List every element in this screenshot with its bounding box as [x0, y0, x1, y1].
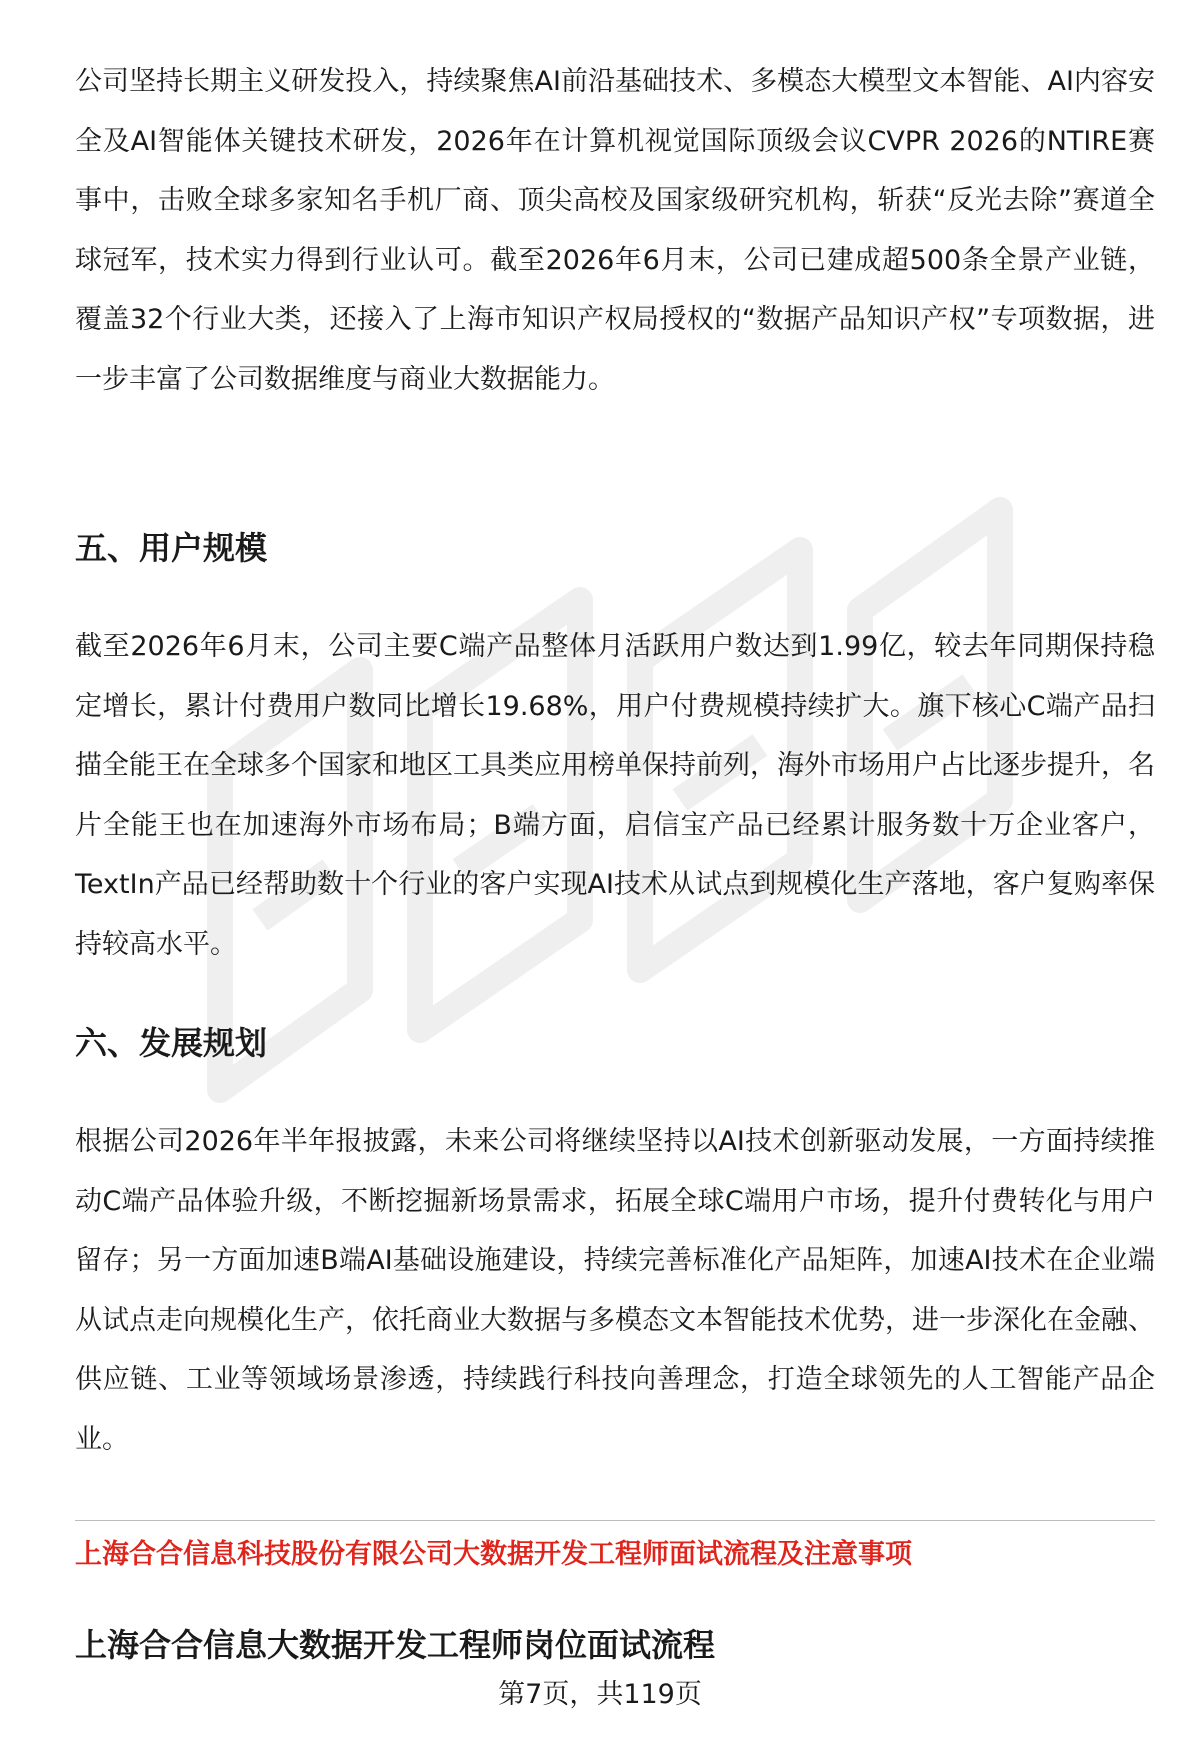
interview-process-title: 上海合合信息大数据开发工程师岗位面试流程 [75, 1626, 716, 1664]
user-scale-paragraph: 截至2026年6月末，公司主要C端产品整体月活跃用户数达到1.99亿，较去年同期保持稳定增长，累计付费用户数同比增长19.68%，用户付费规模持续扩大。旗下核心C端产品扫描全能王在全球多个国家和地区工具类应用榜单保持前列，海外市场用户占比逐步提升，名片全能王也在加速海外市场布局；B端方面，启信宝产品已经累计服务数十万企业客户，TextIn产品已经帮助数十个行业的客户实现AI技术从试点到规模化生产落地，客户复购率保持较高水平。 [75, 631, 1155, 960]
divider [75, 1520, 1155, 1521]
section-heading-user-scale: 五、用户规模 [75, 529, 268, 567]
section-heading-development-plan: 六、发展规划 [75, 1024, 268, 1062]
interview-guide-title: 上海合合信息科技股份有限公司大数据开发工程师面试流程及注意事项 [75, 1539, 912, 1570]
page-number: 第7页，共119页 [498, 1679, 702, 1710]
intro-paragraph: 公司坚持长期主义研发投入，持续聚焦AI前沿基础技术、多模态大模型文本智能、AI内容安全及AI智能体关键技术研发，2026年在计算机视觉国际顶级会议CVPR 2026的NTIRE赛事中，击败全球多家知名手机厂商、顶尖高校及国家级研究机构，斩获“反光去除”赛道全球冠军，技术实力得到行业认可。截至2026年6月末，公司已建成超500条全景产业链，覆盖32个行业大类，还接入了上海市知识产权局授权的“数据产品知识产权”专项数据，进一步丰富了公司数据维度与商业大数据能力。 [75, 66, 1155, 395]
development-plan-paragraph: 根据公司2026年半年报披露，未来公司将继续坚持以AI技术创新驱动发展，一方面持续推动C端产品体验升级，不断挖掘新场景需求，拓展全球C端用户市场，提升付费转化与用户留存；另一方面加速B端AI基础设施建设，持续完善标准化产品矩阵，加速AI技术在企业端从试点走向规模化生产，依托商业大数据与多模态文本智能技术优势，进一步深化在金融、供应链、工业等领域场景渗透，持续践行科技向善理念，打造全球领先的人工智能产品企业。 [75, 1126, 1155, 1455]
